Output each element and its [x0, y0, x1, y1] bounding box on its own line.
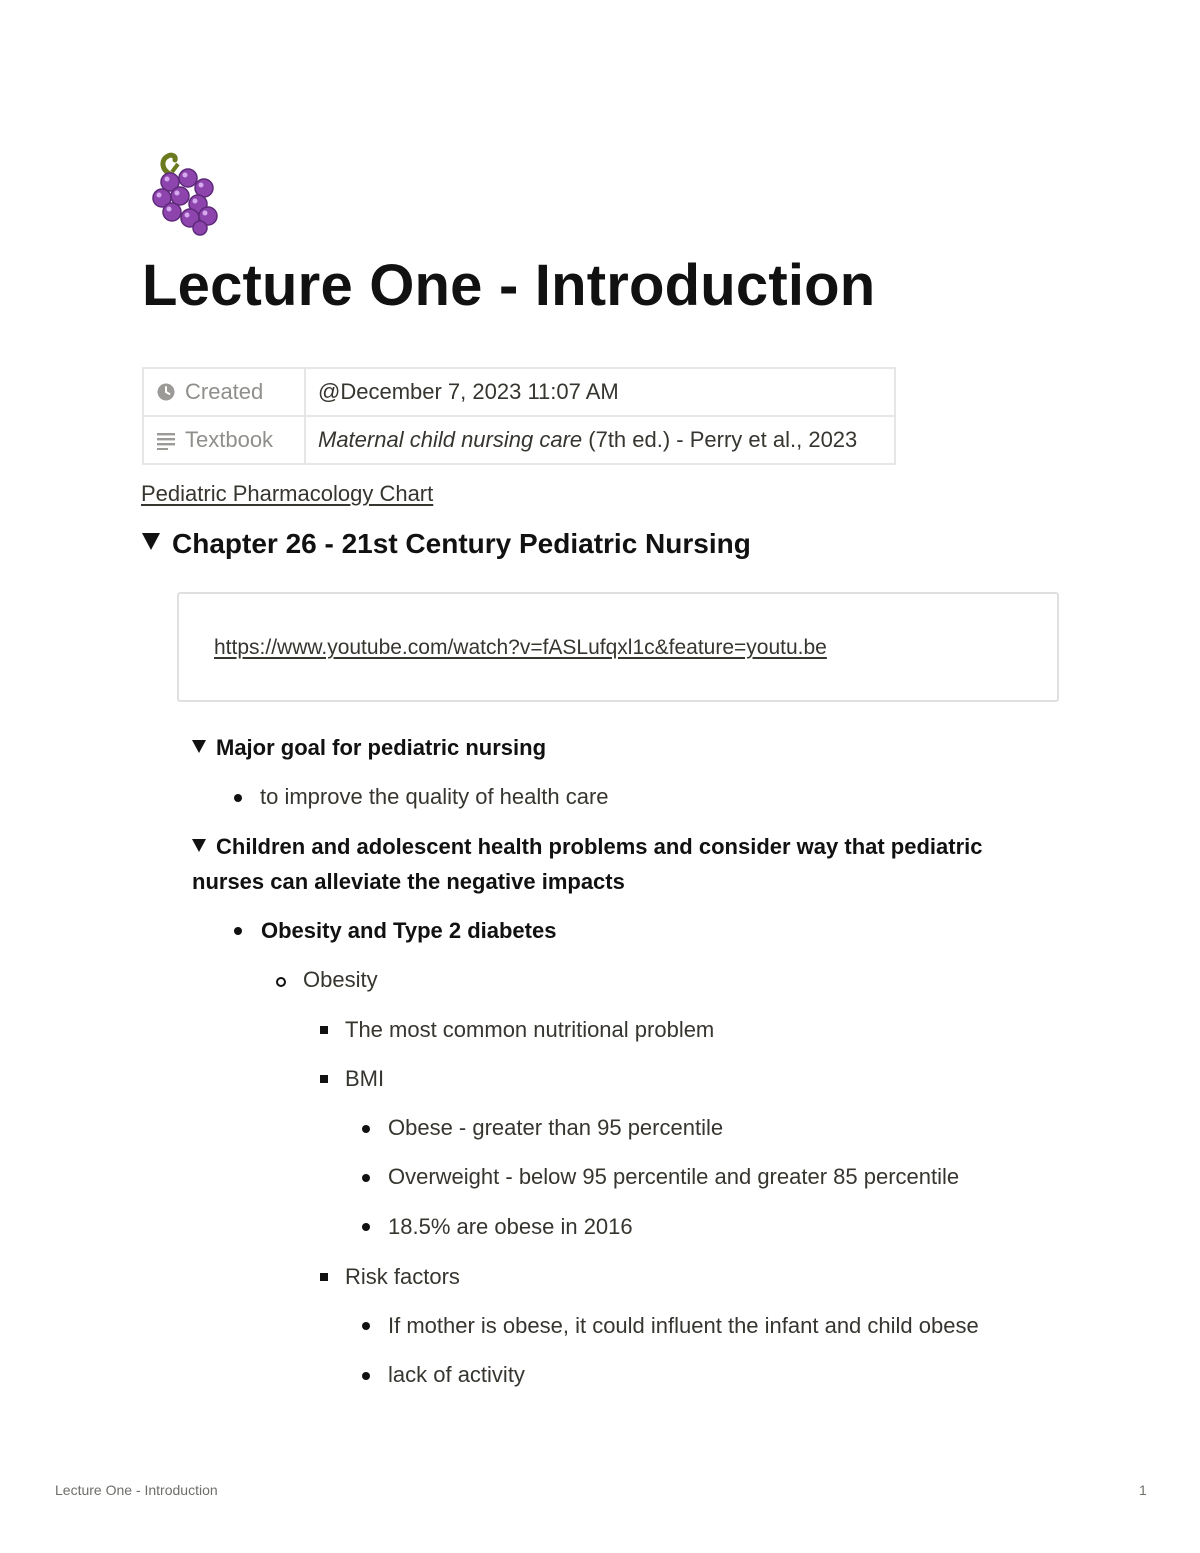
property-row-textbook — [143, 416, 895, 464]
square-bullet-icon — [320, 1273, 328, 1281]
list-item: Obesity and Type 2 diabetes — [261, 918, 557, 943]
bullet-icon — [362, 1125, 370, 1133]
property-key-label: Created — [185, 379, 264, 404]
list-item: 18.5% are obese in 2016 — [388, 1214, 633, 1239]
list-item: Obese - greater than 95 percentile — [388, 1115, 724, 1140]
properties-table — [142, 367, 896, 465]
pharmacology-chart-link[interactable]: Pediatric Pharmacology Chart — [141, 481, 434, 506]
bullet-icon — [234, 927, 242, 935]
text-lines-icon — [156, 430, 176, 450]
list-item: lack of activity — [388, 1362, 525, 1387]
bullet-icon — [362, 1174, 370, 1182]
list-item: If mother is obese, it could influent the infant and child obese — [388, 1313, 979, 1338]
bullet-icon — [234, 794, 242, 802]
hollow-bullet-icon — [276, 977, 286, 987]
property-key-label: Textbook — [185, 427, 274, 452]
toggle-triangle-icon[interactable] — [192, 839, 206, 852]
toggle-heading: Children and adolescent health problems and consider way that pediatric nurses can alleviate the negative impacts — [192, 834, 983, 894]
textbook-title: Maternal child nursing care — [318, 427, 583, 452]
bullet-icon — [362, 1372, 370, 1380]
toggle-triangle-icon[interactable] — [142, 533, 160, 550]
list-item: Risk factors — [345, 1264, 460, 1289]
toggle-heading: Major goal for pediatric nursing — [216, 735, 547, 760]
square-bullet-icon — [320, 1026, 328, 1034]
bullet-icon — [362, 1322, 370, 1330]
list-item: Overweight - below 95 percentile and greater 85 percentile — [388, 1164, 960, 1189]
bullet-icon — [362, 1223, 370, 1231]
property-row-created — [143, 368, 895, 416]
list-item: Obesity — [303, 967, 378, 992]
property-value-textbook[interactable] — [305, 416, 895, 464]
clock-icon — [156, 382, 176, 402]
textbook-details: (7th ed.) - Perry et al., 2023 — [582, 427, 858, 452]
page-title: Lecture One - Introduction — [142, 253, 876, 318]
chapter-toggle-heading[interactable] — [142, 528, 751, 560]
toggle-major-goal[interactable] — [192, 730, 1052, 765]
video-bookmark[interactable] — [177, 592, 1059, 702]
video-link[interactable]: https://www.youtube.com/watch?v=fASLufqxl1c&feature=youtu.be — [214, 636, 827, 659]
page-number: 1 — [1139, 1482, 1147, 1498]
toggle-health-problems[interactable] — [192, 829, 1052, 899]
grapes-icon — [148, 152, 224, 236]
list-item: BMI — [345, 1066, 385, 1091]
property-value-created[interactable]: @December 7, 2023 11:07 AM — [305, 368, 895, 416]
chapter-heading-text: Chapter 26 - 21st Century Pediatric Nursing — [172, 528, 751, 559]
list-item: to improve the quality of health care — [260, 784, 609, 809]
list-item: The most common nutritional problem — [345, 1017, 715, 1042]
toggle-triangle-icon[interactable] — [192, 740, 206, 753]
property-key — [143, 368, 305, 416]
square-bullet-icon — [320, 1075, 328, 1083]
property-key — [143, 416, 305, 464]
footer-title: Lecture One - Introduction — [55, 1482, 218, 1498]
